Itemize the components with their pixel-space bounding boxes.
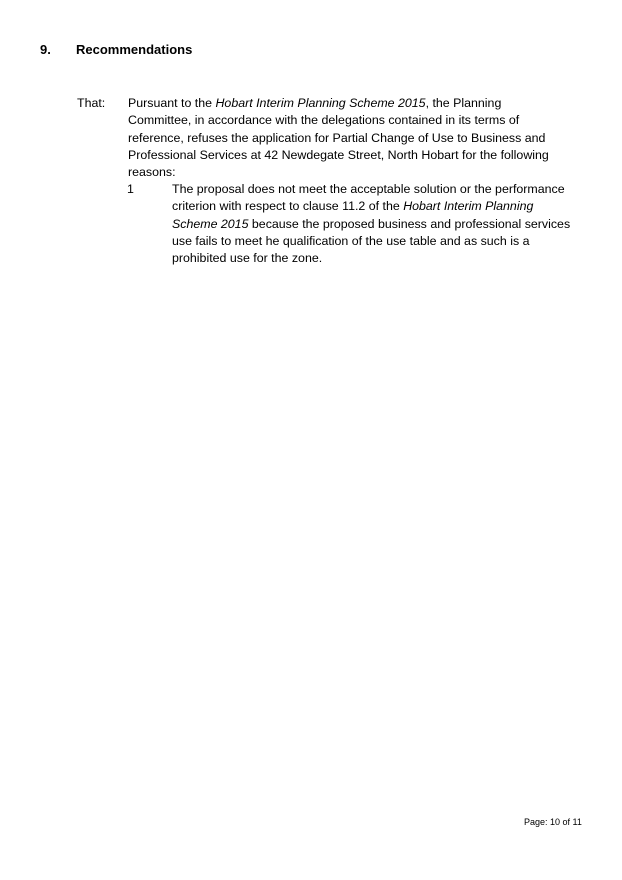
resolution-text <box>128 95 568 181</box>
resolution-scheme-name: Hobart Interim Planning Scheme 2015 <box>215 96 426 110</box>
section-heading <box>40 42 192 57</box>
resolution-text-intro: Pursuant to the <box>128 96 216 110</box>
reason-number: 1 <box>127 182 134 196</box>
section-number: 9. <box>40 42 51 57</box>
resolution-label: That: <box>77 96 106 110</box>
resolution-text-body: , the Planning Committee, in accordance with the delegations contained in its terms of reference, refuses the application for Partial Change of Use to Business and Professional Services at 42 Newdegate Street, North Hobart for the following reasons: <box>128 96 549 180</box>
page-number: Page: 10 of 11 <box>524 817 582 827</box>
reason-scheme-name: Hobart Interim Planning Scheme 2015 <box>172 199 534 231</box>
reason-text-intro: The proposal does not meet the acceptable solution or the performance criterion with respect to clause 11.2 of the <box>172 182 565 214</box>
reason-text <box>172 181 572 267</box>
section-title: Recommendations <box>76 42 193 57</box>
reason-text-body: because the proposed business and professional services use fails to meet he qualification of the use table and as such is a prohibited use for the zone. <box>172 216 571 266</box>
